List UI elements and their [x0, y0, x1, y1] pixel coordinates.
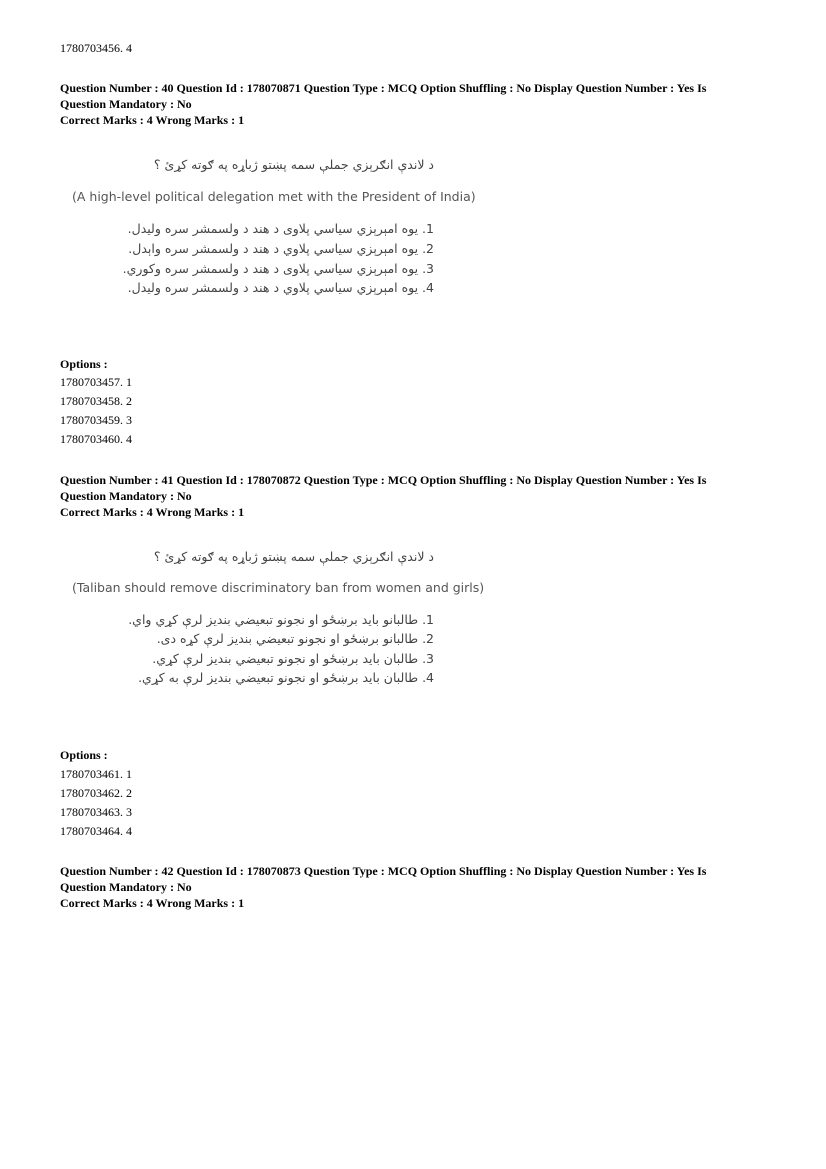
question-meta-line: Question Mandatory : No	[60, 880, 192, 894]
question-meta-line: Question Number : 42 Question Id : 178070873 Question Type : MCQ Option Shuffling : No Display Question Number : Yes Is	[60, 864, 707, 878]
question-prompt: د لاندې انګرېزي جملې سمه پښتو ژباړه په ګوته کړئ ؟	[153, 157, 434, 172]
question-marks: Correct Marks : 4 Wrong Marks : 1	[60, 896, 245, 910]
answer-choice: 3. طالبان باید برښځو او نجونو تبعیضي بندیز لرې کړي.	[152, 651, 434, 666]
answer-choice: 2. طالبانو برښځو او نجونو تبعیضي بندیز لرې کړه دی.	[156, 631, 434, 646]
answer-choice: 4. یوه امېرېزي سیاسي پلاوي د هند د ولسمشر سره ولیدل.	[127, 280, 434, 295]
option-id-line: 1780703462. 2	[60, 786, 132, 800]
question-marks: Correct Marks : 4 Wrong Marks : 1	[60, 113, 245, 127]
question-image	[60, 155, 476, 305]
question-meta-line: Question Number : 41 Question Id : 178070872 Question Type : MCQ Option Shuffling : No Display Question Number : Yes Is	[60, 473, 707, 487]
question-english-sentence: (Taliban should remove discriminatory ban from women and girls)	[72, 580, 485, 595]
answer-choice: 2. یوه امېرېزي سیاسي پلاوي د هند د ولسمشر سره واېدل.	[128, 241, 434, 256]
question-marks: Correct Marks : 4 Wrong Marks : 1	[60, 505, 245, 519]
option-id-line: 1780703457. 1	[60, 375, 132, 389]
answer-choice: 4. طالبان باید برښځو او نجونو تبعیضي بندیز لرې به کړي.	[138, 670, 434, 685]
question-english-sentence: (A high-level political delegation met with the President of India)	[72, 189, 476, 204]
question-meta	[60, 863, 760, 911]
question-meta	[60, 472, 760, 520]
option-id-line: 1780703461. 1	[60, 767, 132, 781]
option-id-line: 1780703459. 3	[60, 413, 132, 427]
option-id-line: 1780703458. 2	[60, 394, 132, 408]
options-label: Options :	[60, 748, 108, 762]
question-image	[60, 547, 485, 692]
question-meta-line: Question Mandatory : No	[60, 97, 192, 111]
option-id-line: 1780703456. 4	[60, 41, 132, 55]
question-meta-line: Question Mandatory : No	[60, 489, 192, 503]
answer-choice: 1. طالبانو باید برښځو او نجونو تبعیضي بندیز لرې کړي واي.	[128, 612, 434, 627]
option-id-line: 1780703464. 4	[60, 824, 132, 838]
answer-choice: 1. یوه امېرېزي سیاسي پلاوی د هند د ولسمشر سره ولیدل.	[127, 221, 434, 236]
option-id-line: 1780703460. 4	[60, 432, 132, 446]
options-label: Options :	[60, 357, 108, 371]
question-prompt: د لاندې انګرېزي جملې سمه پښتو ژباړه په ګوته کړئ ؟	[153, 549, 434, 564]
option-id-line: 1780703463. 3	[60, 805, 132, 819]
answer-choice: 3. یوه امېرېزي سیاسي پلاوی د هند د ولسمشر سره وکوري.	[122, 261, 434, 276]
question-meta-line: Question Number : 40 Question Id : 178070871 Question Type : MCQ Option Shuffling : No Display Question Number : Yes Is	[60, 81, 707, 95]
question-meta	[60, 80, 760, 128]
